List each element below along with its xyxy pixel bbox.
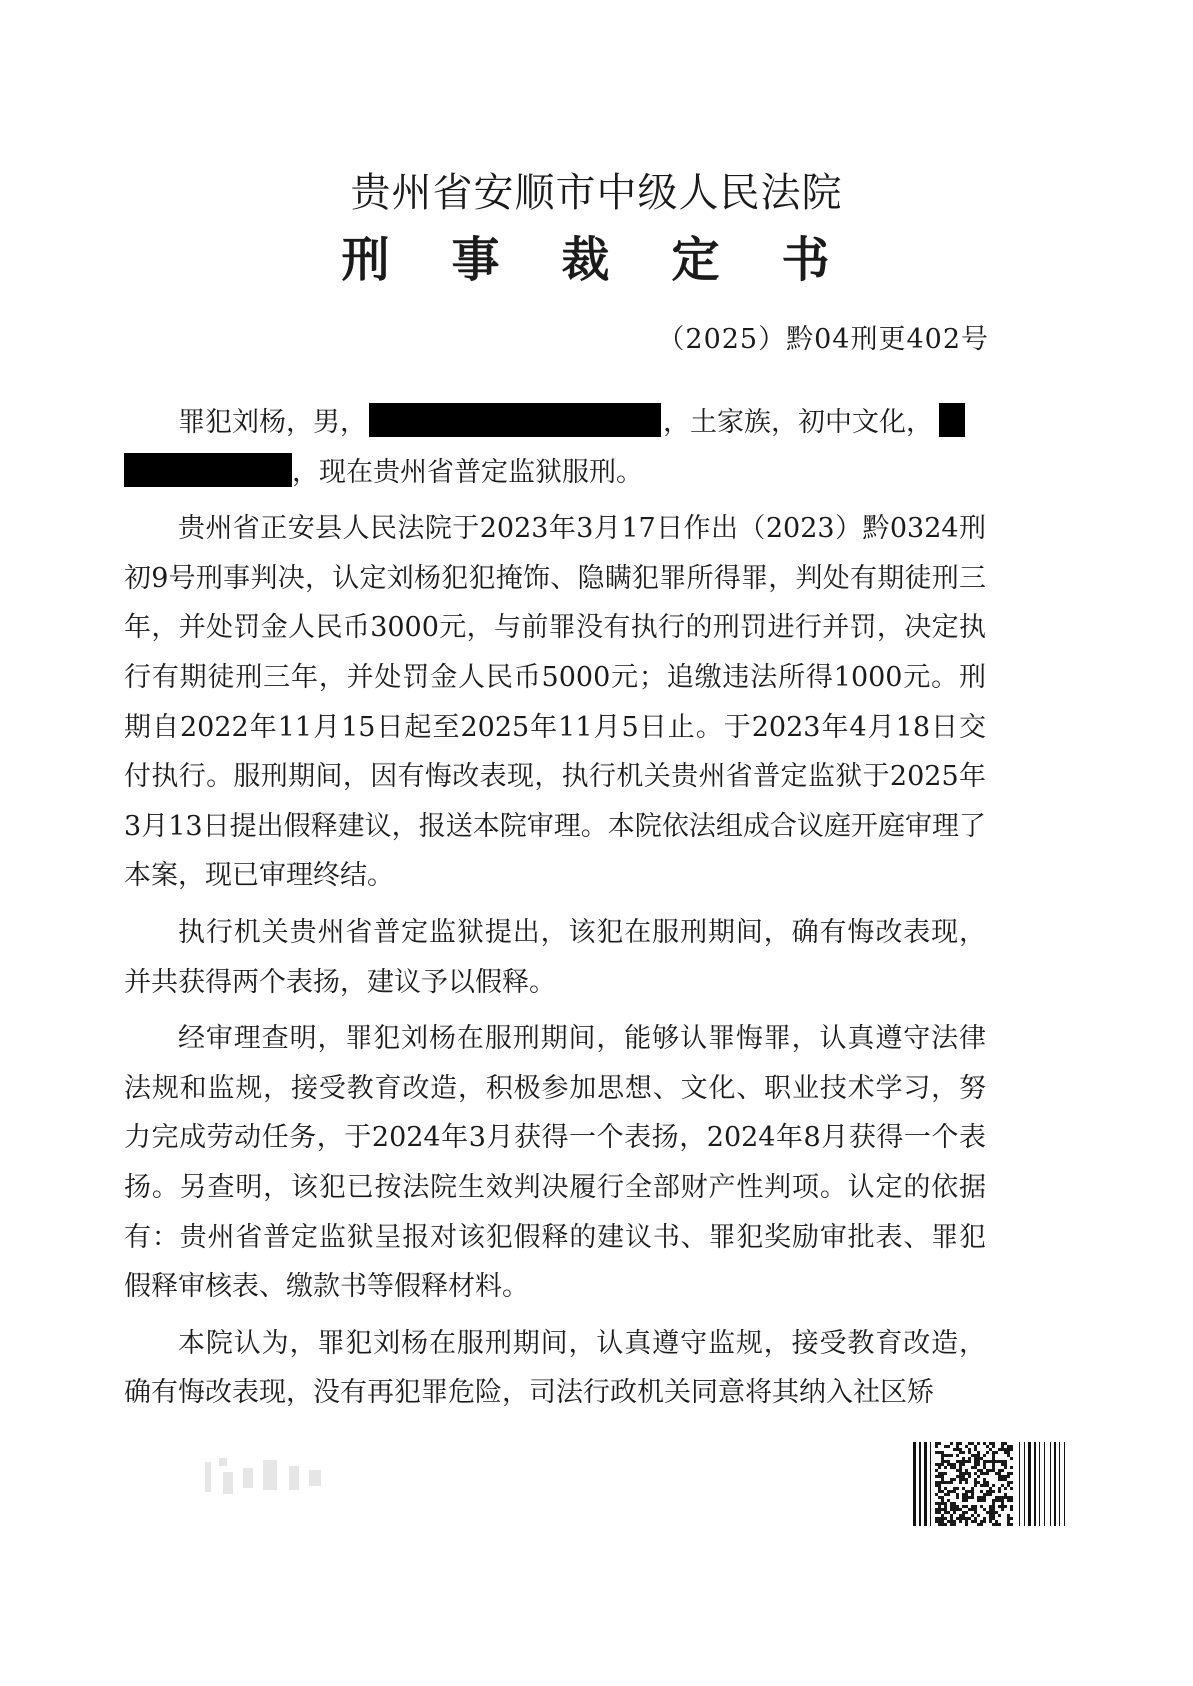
criminal-location-text: ，现在贵州省普定监狱服刑。 bbox=[292, 456, 643, 488]
paragraph-court-opinion: 本院认为，罪犯刘杨在服刑期间，认真遵守监规，接受教育改造，确有悔改表现，没有再犯罪危险，司法行政机关同意将其纳入社区矫 bbox=[124, 1327, 986, 1409]
criminal-ethnicity-text: ，土家族，初中文化， bbox=[663, 407, 933, 438]
redaction-block bbox=[124, 453, 292, 487]
paragraph-prison-proposal: 执行机关贵州省普定监狱提出，该犯在服刑期间，确有悔改表现，并共获得两个表扬，建议予以假释。 bbox=[124, 916, 986, 998]
redaction-block bbox=[939, 403, 965, 437]
ruling-body bbox=[124, 398, 986, 1425]
case-number: （2025）黔04刑更402号 bbox=[657, 324, 989, 355]
paragraph-original-judgment: 贵州省正安县人民法院于2023年3月17日作出（2023）黔0324刑初9号刑事判决，认定刘杨犯犯掩饰、隐瞒犯罪所得罪，判处有期徒刑三年，并处罚金人民币3000元，与前罪没有执行的刑罚进行并罚，决定执行有期徒刑三年，并处罚金人民币5000元；追缴违法所得1000元。刑期自2022年11月15日起至2025年11月5日止。于2023年4月18日交付执行。服刑期间，因有悔改表现，执行机关贵州省普定监狱于2025年3月13日提出假释建议，报送本院审理。本院依法组成合议庭开庭审理了本案，现已审理终结。 bbox=[124, 513, 986, 892]
criminal-intro-text: 罪犯刘杨，男， bbox=[178, 407, 367, 438]
document-type-title: 刑事裁定书 bbox=[341, 232, 892, 288]
barcode-icon bbox=[913, 1442, 1113, 1526]
paragraph-criminal-info bbox=[124, 398, 986, 497]
faint-seal-mark bbox=[205, 1452, 325, 1512]
court-name: 贵州省安顺市中级人民法院 bbox=[350, 170, 843, 216]
paragraph-findings: 经审理查明，罪犯刘杨在服刑期间，能够认罪悔罪，认真遵守法律法规和监规，接受教育改造，积极参加思想、文化、职业技术学习，努力完成劳动任务，于2024年3月获得一个表扬，2024年8月获得一个表扬。另查明，该犯已按法院生效判决履行全部财产性判项。认定的依据有：贵州省普定监狱呈报对该犯假释的建议书、罪犯奖励审批表、罪犯假释审核表、缴款书等假释材料。 bbox=[124, 1023, 986, 1303]
redaction-block bbox=[369, 403, 661, 437]
